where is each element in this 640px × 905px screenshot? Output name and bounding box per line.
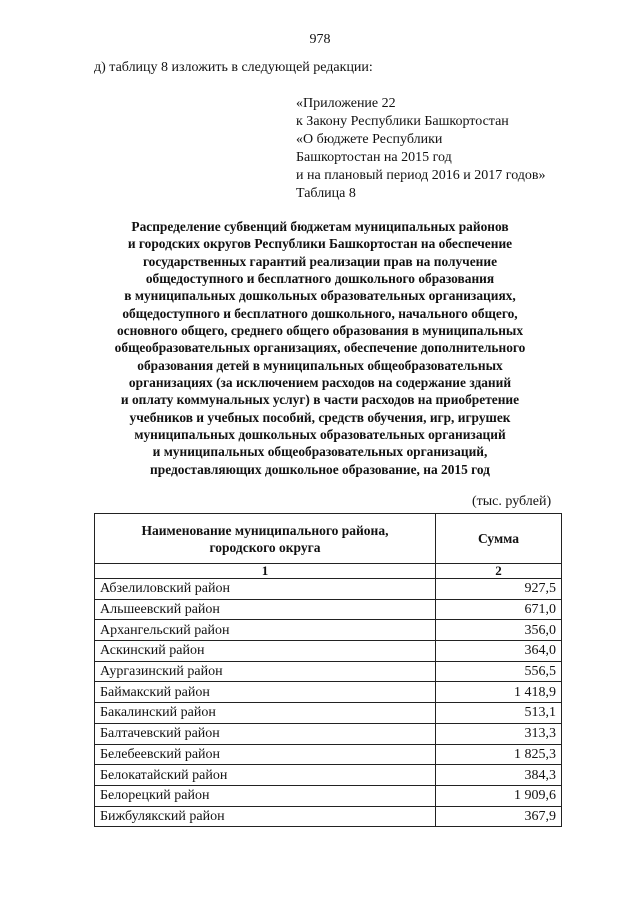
title-line: муниципальных дошкольных образовательных организаций bbox=[134, 427, 506, 443]
title-line: государственных гарантий реализации прав на получение bbox=[142, 253, 498, 269]
title-line: общеобразовательных организациях, обеспечение дополнительного bbox=[114, 340, 526, 356]
table-row bbox=[95, 682, 562, 703]
title-line: и муниципальных общеобразовательных организаций, bbox=[152, 444, 488, 460]
table-row bbox=[95, 765, 562, 786]
district-amount: 313,3 bbox=[436, 723, 562, 744]
page-number: 978 bbox=[309, 32, 331, 47]
title-line: общедоступного и бесплатного дошкольного образования bbox=[145, 271, 495, 287]
table-header-row bbox=[95, 514, 562, 564]
header-name bbox=[95, 514, 436, 564]
header-name-line: Наименование муниципального района, bbox=[141, 522, 389, 538]
title-line: и городских округов Республики Башкортостан на обеспечение bbox=[127, 236, 513, 252]
table-row bbox=[95, 806, 562, 827]
table-row bbox=[95, 599, 562, 620]
appendix-line: «Приложение 22 bbox=[296, 96, 396, 111]
table-row bbox=[95, 579, 562, 600]
district-amount: 1 825,3 bbox=[436, 744, 562, 765]
district-name: Баймакский район bbox=[95, 682, 436, 703]
district-amount: 556,5 bbox=[436, 661, 562, 682]
district-name: Аскинский район bbox=[95, 641, 436, 662]
title-line: образования детей в муниципальных общеобразовательных bbox=[137, 357, 503, 373]
table-row bbox=[95, 744, 562, 765]
district-name: Балтачевский район bbox=[95, 723, 436, 744]
appendix-line: и на плановый период 2016 и 2017 годов» bbox=[296, 168, 546, 183]
document-title bbox=[70, 218, 570, 478]
header-name-line: городского округа bbox=[209, 539, 321, 555]
district-name: Аургазинский район bbox=[95, 661, 436, 682]
appendix-line: к Закону Республики Башкортостан bbox=[296, 114, 509, 129]
district-amount: 1 909,6 bbox=[436, 785, 562, 806]
title-line: в муниципальных дошкольных образовательных организациях, bbox=[124, 288, 516, 304]
table-row bbox=[95, 703, 562, 724]
district-name: Бижбулякский район bbox=[95, 806, 436, 827]
appendix-line: Башкортостан на 2015 год bbox=[296, 150, 452, 165]
district-name: Бакалинский район bbox=[95, 703, 436, 724]
table-label: Таблица 8 bbox=[296, 186, 356, 201]
district-name: Альшеевский район bbox=[95, 599, 436, 620]
district-amount: 1 418,9 bbox=[436, 682, 562, 703]
unit-label: (тыс. рублей) bbox=[472, 494, 552, 509]
district-amount: 364,0 bbox=[436, 641, 562, 662]
district-name: Белокатайский район bbox=[95, 765, 436, 786]
table-row bbox=[95, 620, 562, 641]
table-row bbox=[95, 641, 562, 662]
header-sum: Сумма bbox=[436, 514, 562, 564]
title-line: и оплату коммунальных услуг) в части расходов на приобретение bbox=[120, 392, 520, 408]
intro-text: д) таблицу 8 изложить в следующей редакции: bbox=[94, 60, 373, 75]
table-row bbox=[95, 785, 562, 806]
district-amount: 367,9 bbox=[436, 806, 562, 827]
district-amount: 927,5 bbox=[436, 579, 562, 600]
district-name: Абзелиловский район bbox=[95, 579, 436, 600]
subsidy-table bbox=[94, 513, 562, 827]
table-row bbox=[95, 661, 562, 682]
district-amount: 671,0 bbox=[436, 599, 562, 620]
district-name: Белебеевский район bbox=[95, 744, 436, 765]
appendix-line: «О бюджете Республики bbox=[296, 132, 443, 147]
title-line: Распределение субвенций бюджетам муниципальных районов bbox=[131, 219, 509, 234]
column-number-row bbox=[95, 564, 562, 579]
appendix-block bbox=[296, 95, 546, 203]
column-number: 2 bbox=[436, 564, 562, 579]
district-amount: 356,0 bbox=[436, 620, 562, 641]
district-amount: 384,3 bbox=[436, 765, 562, 786]
table-row bbox=[95, 723, 562, 744]
title-line: общедоступного и бесплатного дошкольного, начального общего, bbox=[122, 305, 518, 321]
district-name: Архангельский район bbox=[95, 620, 436, 641]
district-name: Белорецкий район bbox=[95, 785, 436, 806]
district-amount: 513,1 bbox=[436, 703, 562, 724]
column-number: 1 bbox=[95, 564, 436, 579]
title-line: предоставляющих дошкольное образование, на 2015 год bbox=[150, 461, 490, 477]
title-line: учебников и учебных пособий, средств обучения, игр, игрушек bbox=[129, 409, 511, 425]
title-line: организациях (за исключением расходов на содержание зданий bbox=[128, 375, 512, 391]
title-line: основного общего, среднего общего образования в муниципальных bbox=[116, 323, 524, 339]
